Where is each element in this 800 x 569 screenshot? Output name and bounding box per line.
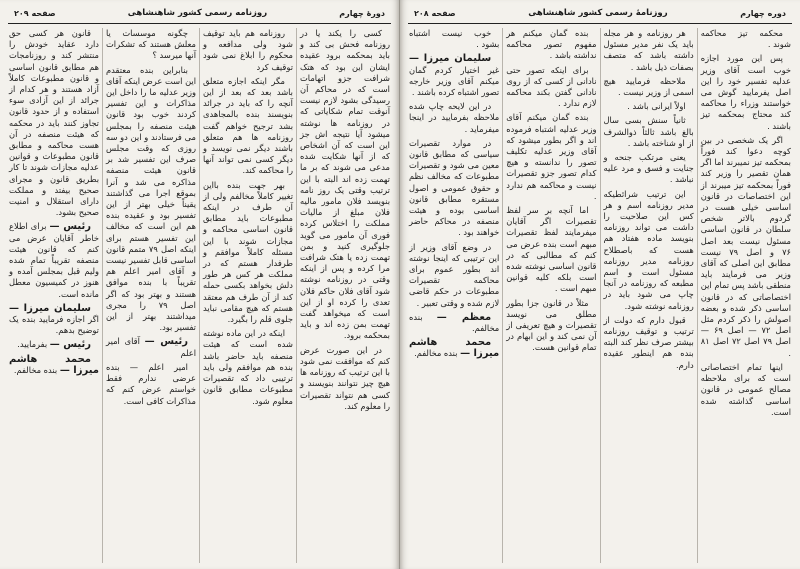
paragraph-text: برای اینکه تصور حتی نادانی از کسی که از روی نادانی گفتن بکند محاکمه لازم ندارد . xyxy=(506,64,597,109)
paragraph-text: قانون هر کسی حق دارد عقاید خودش را منتشر کند و روزنامجات هم مطابق قانون اساسی و قانون مطبوعات کاملاً آزاد هستند و هر کدام از جرائد از این آزادی سوء استفاده و از حدود قانون تجاوز کنند باید در محکمه که هیئت منصفه در آن هست محاکمه و مطابق قانون مطبوعات و قوانین عدلیه مجازات شوند تا کار بطریق قانون و مجرای صحیح بیفتد و مملکت دارای استقلال و امنیت صحیح بشود. xyxy=(9,28,99,218)
paragraph-text: بنده گمان میکنم هر مفهوم تصور محاکمه نداشته باشد . xyxy=(506,28,597,61)
paragraph-text: در این صورت عرض کنم که موافقت نمی شود با این ترتیب که روزنامه ها هیچ چیز نتوانند بنویسند و کسی هم نتواند تقصیرات را معلوم کند. xyxy=(300,344,390,411)
paragraph-text: امیر اعلم — بنده عرضی ندارم فقط خواستم عرض کنم که مذاکرات کافی است. xyxy=(106,361,196,406)
text-column xyxy=(6,28,102,563)
text-column xyxy=(296,28,393,563)
newspaper-title: روزنامه رسمی کشور شاهنشاهی xyxy=(127,8,268,18)
paragraph xyxy=(604,76,694,98)
speaker-name: رئیس — xyxy=(49,339,91,351)
paragraph-text: کسی را یکند یا در روزنامه فحش بی کند و باید بمحکمه برود عقیده ایشان این بود که هتک شرافت جزو اتهامات است که در محاکم آن رسیدگی بشود لازم نیست آنوقت تمام شکایاتی که در روزنامه ها نوشته میشود آیا نتیجه اش جز این است که آن اشخاص که از آنها شکایت شده مدعی می شوند که بر ما تهمت زده اند البته با این ترتیب وقتی یک روز نامه بنویسد فلان مامور مالیه فلان مبلغ از مالیات مملکت را اختلاس کرده فوری آن مامور می گوید جلوگیری کنید و بمن تهمت زده یا هتک شرافت مرا کرده و پس از اینکه وقتی در روزنامه نوشته شود آقای فلان حاکم فلان تعدی را کرده او از این است که میخواهد گفت تهمت بمن زده اند و باید بمحکمه برود. xyxy=(300,28,390,341)
page-number: صفحه ۲۰۸ xyxy=(414,8,456,18)
paragraph xyxy=(604,101,694,112)
text-column xyxy=(102,28,199,563)
page-header xyxy=(406,6,794,20)
paragraph xyxy=(506,28,596,62)
paragraph-text: قبول دارم که دولت از ترتیب و توقیف روزنامه بیشتر صرف نظر کند البته بنده هم اینطور عقیده دارم. xyxy=(603,314,694,370)
paragraph xyxy=(106,28,196,62)
paragraph xyxy=(9,28,99,218)
columns xyxy=(6,28,393,563)
paragraph-text: مثلاً در قانون جزا بطور مطلق می نویسد تقصیرات و هیچ تعریفی از آن نمی کند و این ابهام در تمام قوانین هست. xyxy=(506,297,597,353)
volume-label: دورهٔ چهارم xyxy=(339,8,385,18)
paragraph xyxy=(9,354,99,376)
paragraph xyxy=(300,28,390,342)
paragraph-text: برای اطلاع خاطر آقایان عرض می کنم که قانون هیئت منصفه تقریباً تمام شده ولیم قبل بمجلس آمده و هنوز در کمیسیون معطل مانده است. xyxy=(9,221,99,299)
paragraph xyxy=(701,53,791,131)
page-number: صفحه ۲۰۹ xyxy=(14,8,56,18)
paragraph-text: اولاً ایرانی باشد . xyxy=(627,101,686,112)
paragraph xyxy=(701,28,791,50)
paragraph xyxy=(506,65,596,110)
speaker-name: سلیمان میرزا — xyxy=(9,302,91,314)
text-column xyxy=(600,28,697,563)
paragraph-text: اینکه در این ماده نوشته شده است که هیئت منصفه باید حاضر باشد بنده هم موافقم ولی باید ترتیبی داد که تقصیرات مطبوعات مطابق قانون معلوم شود. xyxy=(203,328,293,406)
paragraph xyxy=(506,205,596,295)
paragraph xyxy=(409,242,499,309)
paragraph xyxy=(106,362,196,407)
paragraph-text: محکمه تیز محاکمه شوند . xyxy=(700,28,791,50)
text-column xyxy=(502,28,599,563)
speaker-name: رئیس — xyxy=(144,336,188,348)
paragraph xyxy=(604,28,694,73)
paragraph xyxy=(506,112,596,202)
paragraph-text: بنده مخالفم. xyxy=(13,364,58,375)
paragraph-text: ثانیاً سنش بسی سال بالغ باشد ثالثاً ذوالشرف از او شناخته باشد . xyxy=(603,115,694,148)
paragraph xyxy=(300,345,390,412)
speaker-name: رئیس — xyxy=(49,221,91,233)
columns xyxy=(406,28,794,563)
paragraph-text: بنده گمان میکنم آقای وزیر عدلیه اشتباه فرموده اند و اگر بطور میشود که آقای وزیر عدلیه تکلیف تصور را ندانسته و هیچ کدام تصور جزو تقصیرات نیست و محاکمه هم ندارد . xyxy=(506,112,597,201)
paragraph xyxy=(604,152,694,186)
volume-label: دوره چهارم xyxy=(740,8,786,18)
text-column xyxy=(199,28,296,563)
paragraph-text: بنابراین بنده معتقدم این است عرض اینکه آقای وزیر عدلیه ما را داخل این مذاکرات و این تفسیر کردند خوب بود قانون هیئت منصفه را بمجلس می فرستادند و این دو سه روزی که وقت مجلس صرف این تفسیر شد بر قانون هیئت منصفه مذاکره می شد و آنرا بموقع اجرا می گذاشتند یقیناً خیلی بهتر از این تفسیر بود و عقیده بنده هم این است که مخالف این تفسیر هستم برای اینکه اصل ۷۹ متمم قانون اساسی قابل تفسیر نیست و آقای امیر اعلم هم تقریباً با بنده موافق هستند و بهتر بود که اگر اصل ۷۹ را مجری میداشتند بهتر از این تفسیر بود. xyxy=(105,64,196,333)
page-208 xyxy=(400,0,800,569)
paragraph xyxy=(604,315,694,371)
speaker-name: سلیمان میرزا — xyxy=(409,53,492,65)
header-rule xyxy=(408,23,792,24)
speaker-name: معظم — xyxy=(436,311,492,323)
paragraph xyxy=(604,115,694,149)
paragraph xyxy=(203,28,293,73)
paragraph xyxy=(203,76,293,177)
paragraph-text: هر روزنامه و هر مجله باید یک نفر مدیر مسئول داشته باشد که متصف بصفات ذیل باشد . xyxy=(603,28,694,72)
paragraph-text: مگر اینکه اجازه متعلق باشد بعد که بعد از این آنچه را که باید در جرائد بنویسند بنده بالمجاهدی بشد ترجیح خواهم گفت روزنامه ها هم متعلق باشند دیگر نمی نویسد و دیگر کسی نمی تواند آنها را محاکمه کند. xyxy=(203,75,293,176)
paragraph-text: خوب نیست اشتباه بشود . xyxy=(409,28,500,50)
paragraph xyxy=(9,221,99,299)
paragraph-text: در وضع آقای وزیر از این ترتیبی که اینجا نوشته اند بطور عموم برای محاکمه تقصیرات مطبوعات در حکم قاضی لازم شده و وقتی تعبیر . xyxy=(409,241,500,308)
paragraph-text: اینها تمام اختصاصاتی است که برای ملاحظه مصالح عمومی در قانون اساسی گذاشته شده است. xyxy=(700,361,791,417)
paragraph xyxy=(409,53,499,98)
paragraph xyxy=(9,303,99,337)
paragraph xyxy=(701,135,791,359)
paragraph xyxy=(604,189,694,312)
paragraph xyxy=(203,328,293,406)
paragraph xyxy=(409,337,499,359)
paragraph xyxy=(203,180,293,326)
paragraph-text: در موارد تقصیرات سیاسی که مطابق قانون معین می شود و تقصیرات مطبوعات که مخالف نظم و حقوق عمومی و اصول مستقره مطابق قانون اساسی بوده و هیئت منصفه در محاکم حاضر خواهند بود . xyxy=(409,137,500,238)
paragraph-text: این ترتیب شرائطیکه مدیر روزنامه اسم و هر کس این صلاحیت را داشت می تواند روزنامه بنویسد ماده هفتاد هم هست که باصطلاح روزنامه مدیر روزنامه مسئول است و اسم مطبعه که روزنامه در آنجا چاپ می شود باید در روزنامه نوشته شود. xyxy=(603,188,694,311)
paragraph-text: اگر یک شخصی در بین کوچه دعوا کند فوراً بمحکمه تیز نمیبرند اما اگر همان تقصیر را وزیر کند فوراً بمحکمه تیز میبرند از این اختصاصات در قانون اساسی خیلی هست در گردوم بالاتر شخص سلطان در قانون اساسی مسئول نیست بعد اصل ۷۶ و اصل ۷۹ نیست مطابق این اصلی که آقای وزیر می فرمایند باید منطقی باشد پس تمام این اختصاصاتی که در قانون اساسی ذکر شده و بعضه اصولش را ذکر کردم مثل اصل ۷۲ — اصل ۶۹ — اصل ۷۹ اصل ۷۲ اصل ۸۱ . xyxy=(700,134,791,358)
paragraph-text: چگونه موسسات یا معلش هستند که تشکرات آنها میرسد ؟ xyxy=(106,28,196,61)
paragraph-text: یعنی مرتکب جنحه و جنایت و فسق و مرد علیه نباشد . xyxy=(603,152,694,185)
text-column xyxy=(406,28,502,563)
paragraph-text: اگر اجازه فرمایید بنده یک توضیح بدهم. xyxy=(9,314,99,336)
paragraph-text: روزنامه هم باید توقیف شود ولی مدافعه و محکوم را ابلاغ نمی شود توقیف کرد xyxy=(203,28,293,72)
speaker-name: محمد هاشم میرزا — xyxy=(409,337,500,360)
text-column xyxy=(697,28,794,563)
paragraph-text: آقای امیر اعلم xyxy=(106,336,196,358)
paragraph xyxy=(106,65,196,334)
paragraph-text: پس این مورد اجازه خوب است آقای وزیر عدلیه تفسیر خود را این اصل یفرمایید گوش می خواستند وزراء را محاکمه کند محتاج بمحکمه تیز باشند . xyxy=(700,53,791,131)
paragraph xyxy=(409,101,499,135)
paragraph xyxy=(409,28,499,50)
paragraph xyxy=(9,339,99,350)
newspaper-title: روزنامهٔ رسمی کشور شاهنشاهی xyxy=(528,8,668,18)
speaker-name: محمد هاشم میرزا — xyxy=(9,353,99,376)
paragraph-text: بنده مخالفم. xyxy=(409,311,500,334)
paragraph-text: بفرمایید. xyxy=(17,339,48,350)
paragraph-text: در این لایحه چاپ شده ملاحظه بفرمایید در اینجا میفرماید . xyxy=(409,101,500,134)
page-header xyxy=(6,6,393,20)
header-rule xyxy=(8,23,391,24)
paragraph-text: بهر جهت بنده بااین تغییر کاملاً مخالفم ولی از آن طرف در اینکه مطبوعات باید مطابق قانون اساسی محاکمه و مجازات شوند با این مسئله کاملاً موافقم و طرفدار هستم که در مملکت هر کس هر طور دلش بخواهد بکسی حمله کند از آن طرف هم معتقد هستم که هیچ مقامی نباید جلوی قلم را بگیرد. xyxy=(203,179,293,325)
paragraph xyxy=(409,138,499,239)
paragraph-text: اما آنچه بر سر لفظ تقصیرات اگر آقایان میفرمایند لفظ تقصیرات مبهم است بنده عرض می کنم که مطالبی که در قانون اساسی نوشته شده است بلکه کلیه قوانین مبهم است . xyxy=(506,205,597,294)
paragraph-text: بنده مخالفم. xyxy=(414,348,458,359)
paragraph xyxy=(701,362,791,418)
paragraph xyxy=(409,312,499,334)
paragraph xyxy=(506,298,596,354)
paragraph xyxy=(106,336,196,358)
paragraph-text: ملاحظه فرمایید هیچ اسمی از وزیر نیست . xyxy=(603,75,694,98)
paragraph-text: غیر اختیار کردم گمان میکنم آقای وزیر خارجه تصور اشتباه کرده باشند . xyxy=(409,64,500,98)
